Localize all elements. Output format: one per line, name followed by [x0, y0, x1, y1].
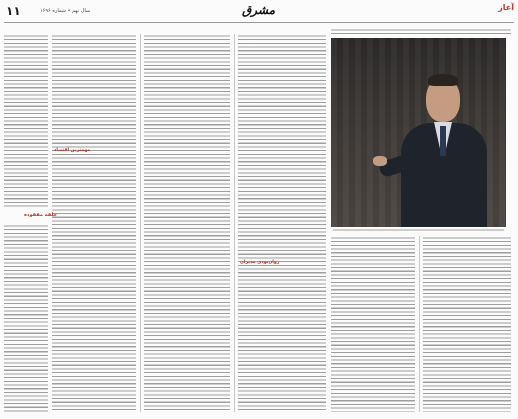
- text-column-3: [238, 34, 326, 412]
- sidebar-column: [4, 34, 48, 209]
- header-divider: [4, 22, 514, 23]
- pull-quote: مهمترین اقتصاد: [54, 148, 91, 153]
- section-label: آغاز: [498, 3, 514, 12]
- text-column-6: [331, 28, 511, 36]
- issue-line: سال نهم • شماره ۱۶۹۶: [40, 8, 91, 14]
- pull-quote: روان‌بودی مدیران: [240, 260, 280, 265]
- sidebar-text: [4, 224, 48, 412]
- masthead-logo: مشرق: [242, 3, 276, 17]
- column-divider: [234, 34, 235, 412]
- sidebar-title: حلقه مفقوده: [24, 212, 57, 218]
- photo-caption: [333, 228, 504, 233]
- column-divider: [419, 236, 420, 412]
- page-number: ۱۱: [6, 4, 21, 18]
- text-column-1: [52, 34, 136, 412]
- article-photo: [331, 38, 506, 227]
- column-divider: [140, 34, 141, 412]
- text-column-5: [423, 236, 511, 412]
- text-column-2: [144, 34, 230, 412]
- page-header: [0, 0, 518, 22]
- text-column-4: [331, 236, 415, 412]
